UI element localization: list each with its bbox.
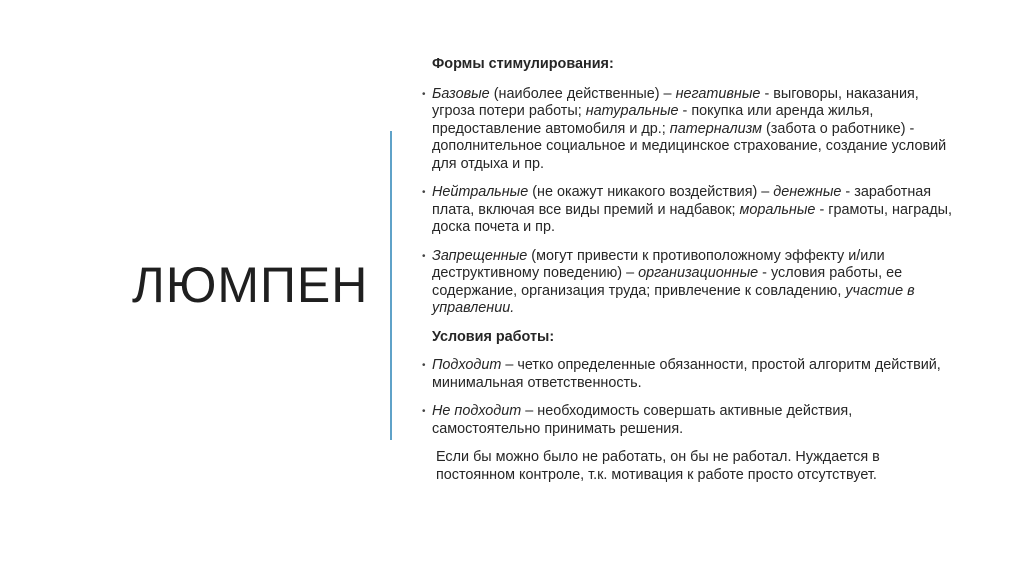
- bullet-suits: • Подходит – четко определенные обязанности, простой алгоритм действий, минимальная ответственность.: [422, 357, 941, 391]
- term-participation: участие в управлении.: [432, 282, 915, 316]
- bullet-icon: •: [422, 88, 426, 100]
- term-monetary: денежные: [773, 184, 842, 200]
- term-negative: негативные: [675, 85, 761, 102]
- term-organizational: организационные: [638, 265, 759, 281]
- term-forbidden: Запрещенные: [432, 247, 528, 264]
- term-suits: Подходит: [432, 357, 502, 373]
- slide-content: [421, 56, 961, 484]
- term-moral: моральные: [739, 201, 816, 218]
- term-neutral: Нейтральные: [432, 184, 529, 200]
- term-not-suits: Не подходит: [432, 403, 522, 419]
- conditions-heading: Условия работы:: [432, 328, 555, 345]
- summary-note: Если бы можно было не работать, он бы не работал. Нуждается в постоянном контроле, т.к. мотивация к работе просто отсутствует.: [436, 449, 880, 483]
- bullet-forbidden: • Запрещенные (могут привести к противоположному эффекту и/или деструктивному поведению) – организационные - условия работы, ее содержание, организация труда; привлечение к совладению, участие в управлении.: [422, 247, 915, 316]
- vertical-divider: [390, 131, 392, 440]
- term-natural: натуральные: [585, 103, 679, 119]
- term-basic: Базовые: [432, 85, 490, 102]
- bullet-icon: •: [422, 360, 426, 371]
- bullet-icon: •: [422, 250, 426, 262]
- bullet-icon: •: [422, 406, 426, 417]
- bullet-not-suits: • Не подходит – необходимость совершать активные действия, самостоятельно принимать решения.: [422, 403, 853, 437]
- term-paternalism: патернализм: [669, 120, 762, 137]
- bullet-icon: •: [422, 187, 426, 198]
- forms-heading: Формы стимулирования:: [432, 56, 614, 72]
- bullet-basic: • Базовые (наиболее действенные) – негативные - выговоры, наказания, угроза потери работы; натуральные - покупка или аренда жилья, предоставление автомобиля и др.; патернализм (забота о работнике) - дополнительное социальное и медицинское страхование, создание условий для отдыха и пр.: [422, 85, 947, 172]
- bullet-neutral: • Нейтральные (не окажут никакого воздействия) – денежные - заработная плата, включая все виды премий и надбавок; моральные - грамоты, награды, доска почета и пр.: [422, 184, 952, 235]
- slide-title: ЛЮМПЕН: [132, 257, 369, 313]
